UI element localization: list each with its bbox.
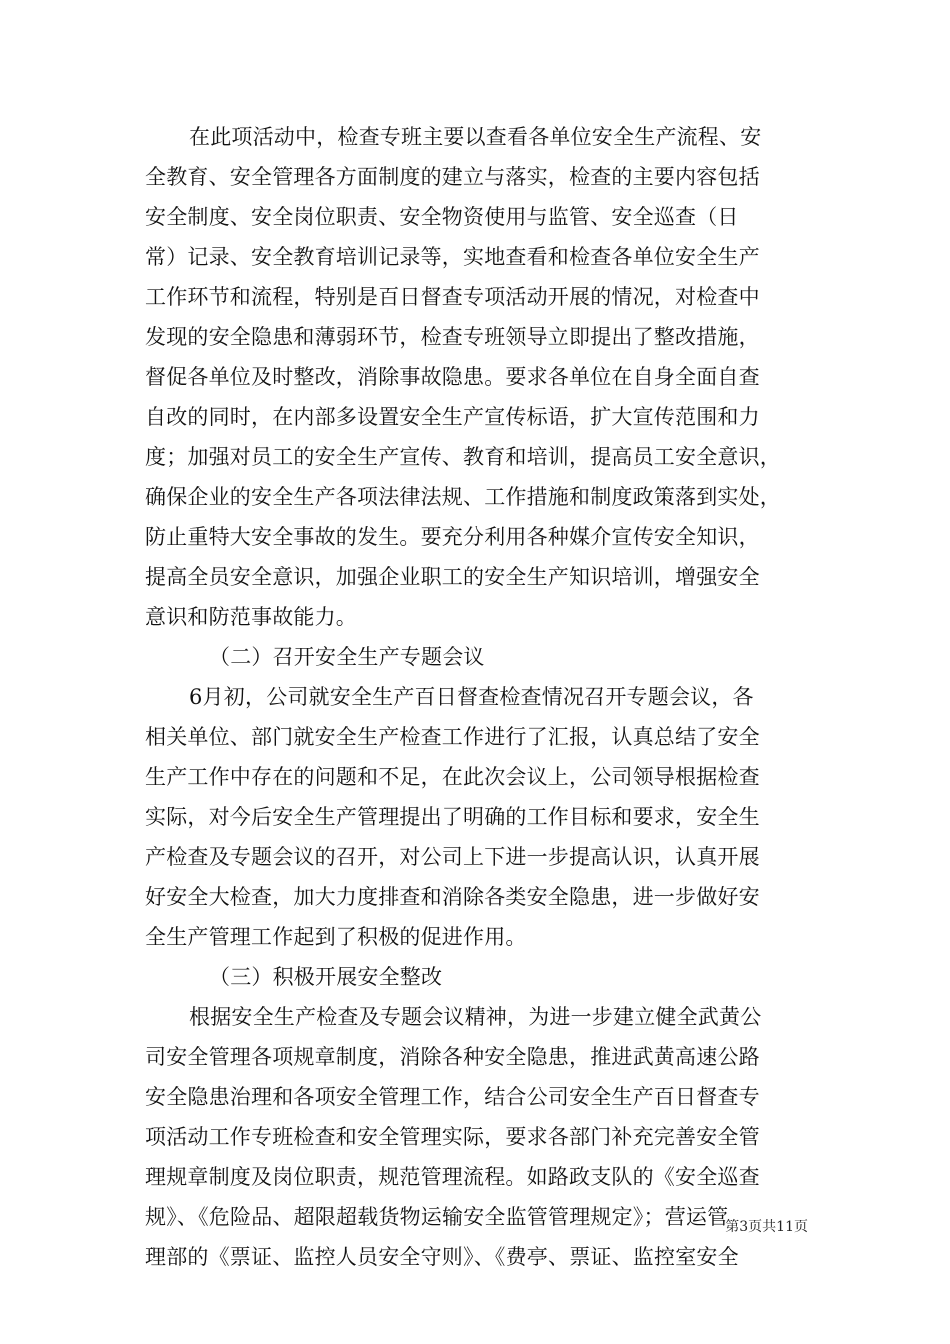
- text-line: 全教育、安全管理各方面制度的建立与落实，检查的主要内容包括: [145, 165, 760, 189]
- text-line: 相关单位、部门就安全生产检查工作进行了汇报，认真总结了安全: [145, 725, 760, 749]
- text-line: 产检查及专题会议的召开，对公司上下进一步提高认识，认真开展: [145, 845, 760, 869]
- text-line: 好安全大检查，加大力度排查和消除各类安全隐患，进一步做好安: [145, 885, 760, 909]
- text-line: 根据安全生产检查及专题会议精神，为进一步建立健全武黄公: [189, 1005, 762, 1029]
- text-line: 度；加强对员工的安全生产宣传、教育和培训，提高员工安全意识，: [145, 445, 781, 469]
- text-line: 发现的安全隐患和薄弱环节，检查专班领导立即提出了整改措施，: [145, 325, 760, 349]
- text-line: 全生产管理工作起到了积极的促进作用。: [145, 925, 527, 949]
- text-line: 6月初，公司就安全生产百日督查检查情况召开专题会议，各: [189, 685, 754, 709]
- section-heading: （二）召开安全生产专题会议: [209, 645, 485, 669]
- text-line: 司安全管理各项规章制度，消除各种安全隐患，推进武黄高速公路: [145, 1045, 760, 1069]
- page-number: 第3页共11页: [725, 1219, 808, 1235]
- text-line: 规》、《危险品、超限超载货物运输安全监管管理规定》；营运管: [145, 1205, 729, 1229]
- text-line: 提高全员安全意识，加强企业职工的安全生产知识培训，增强安全: [145, 565, 760, 589]
- text-line: 防止重特大安全事故的发生。要充分利用各种媒介宣传安全知识，: [145, 525, 760, 549]
- text-line: 理部的《票证、监控人员安全守则》、《费亭、票证、监控室安全: [145, 1245, 739, 1269]
- text-line: 生产工作中存在的问题和不足，在此次会议上，公司领导根据检查: [145, 765, 760, 789]
- text-line: 项活动工作专班检查和安全管理实际，要求各部门补充完善安全管: [145, 1125, 760, 1149]
- section-heading: （三）积极开展安全整改: [209, 965, 443, 989]
- text-line: 确保企业的安全生产各项法律法规、工作措施和制度政策落到实处，: [145, 485, 781, 509]
- document-body: [145, 117, 811, 1277]
- text-line: 意识和防范事故能力。: [145, 605, 357, 629]
- text-line: 自改的同时，在内部多设置安全生产宣传标语，扩大宣传范围和力: [145, 405, 760, 429]
- text-line: 常）记录、安全教育培训记录等，实地查看和检查各单位安全生产: [145, 245, 760, 269]
- text-line: 安全隐患治理和各项安全管理工作，结合公司安全生产百日督查专: [145, 1085, 760, 1109]
- text-line: 理规章制度及岗位职责，规范管理流程。如路政支队的《安全巡查: [145, 1165, 760, 1189]
- text-line: 督促各单位及时整改，消除事故隐患。要求各单位在自身全面自查: [145, 365, 760, 389]
- text-line: 安全制度、安全岗位职责、安全物资使用与监管、安全巡查（日: [145, 205, 739, 229]
- text-line: 实际，对今后安全生产管理提出了明确的工作目标和要求，安全生: [145, 805, 760, 829]
- text-line: 工作环节和流程，特别是百日督查专项活动开展的情况，对检查中: [145, 285, 760, 309]
- text-line: 在此项活动中，检查专班主要以查看各单位安全生产流程、安: [189, 125, 762, 149]
